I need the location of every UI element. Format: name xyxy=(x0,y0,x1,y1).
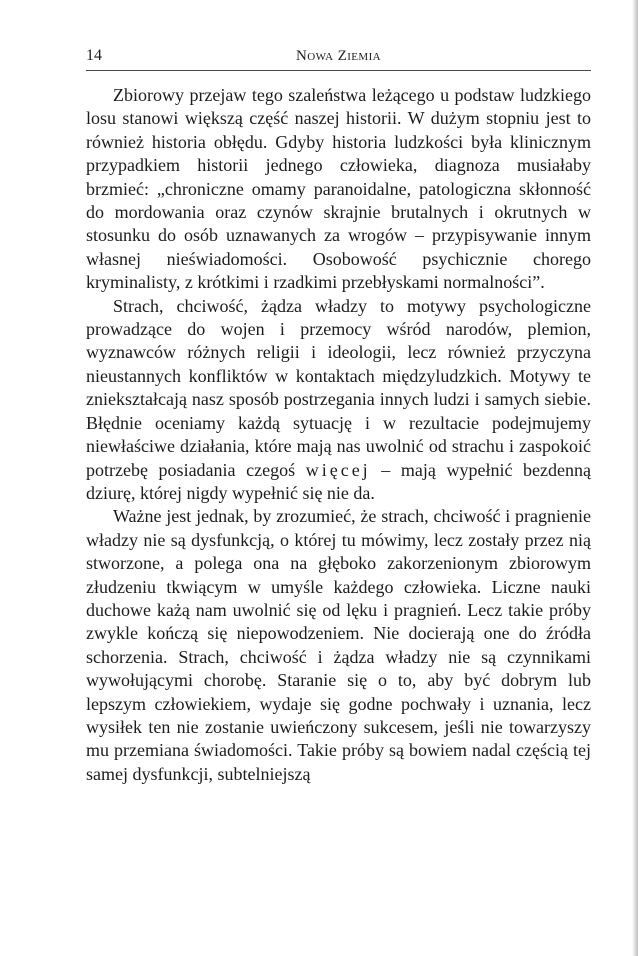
emphasized-word: więcej xyxy=(305,459,371,480)
paragraph-2-text-before: Strach, chciwość, żądza władzy to motywy psychologiczne prowadzące do wojen i przemocy wśród narodów, plemion, wyznawców różnych religii i ideologii, lecz również przyczyna nieustannych konfliktów w kontaktach międzyludzkich. Motywy te zniekształcają nasz sposób postrzegania innych ludzi i samych siebie. Błędnie oceniamy każdą sytuację i w rezultacie podejmujemy niewłaściwe działania, które mają nas uwolnić od strachu i zaspokoić potrzebę posiadania czegoś xyxy=(86,295,591,480)
page-number: 14 xyxy=(86,47,102,64)
paragraph-3 xyxy=(86,505,591,786)
paragraph-2-text-after: – mają wypełnić bezdenną dziurę, której nigdy wypełnić się nie da. xyxy=(86,459,591,503)
paragraph-1 xyxy=(86,84,591,295)
page-edge-shadow xyxy=(632,0,638,956)
header-rule xyxy=(86,70,591,71)
running-head: Nowa Ziemia xyxy=(296,48,381,64)
body-text xyxy=(86,84,591,786)
paragraph-3-text: Ważne jest jednak, by zrozumieć, że strach, chciwość i pragnienie władzy nie są dysfunkcją, o której tu mówimy, lecz zostały przez nią stworzone, a polega ona na głęboko zakorzenionym zbiorowym złudzeniu tkwiącym w umyśle każdego człowieka. Liczne nauki duchowe każą nam uwolnić się od lęku i pragnień. Lecz takie próby zwykle kończą się niepowodzeniem. Nie docierają one do źródła schorzenia. Strach, chciwość i żądza władzy nie są czynnikami wywołującymi chorobę. Staranie się o to, aby być dobrym lub lepszym człowiekiem, wydaje się godne pochwały i uznania, lecz wysiłek ten nie zostanie uwieńczony sukcesem, jeśli nie towarzyszy mu przemiana świadomości. Takie próby są bowiem nadal częścią tej samej dysfunkcji, subtelniejszą xyxy=(86,506,591,784)
paragraph-1-text: Zbiorowy przejaw tego szaleństwa leżącego u podstaw ludzkiego losu stanowi większą część naszej historii. W dużym stopniu jest to również historia obłędu. Gdyby historia ludzkości była klinicznym przypadkiem historii jednego człowieka, diagnoza musiałaby brzmieć: „chroniczne omamy paranoidalne, patologiczna skłonność do mordowania oraz czynów skrajnie brutalnych i okrutnych w stosunku do osób uznawanych za wrogów – przypisywanie innym własnej nieświadomości. Osobowość psychicznie chorego kryminalisty, z krótkimi i rzadkimi przebłyskami normalności”. xyxy=(86,85,591,293)
paragraph-2 xyxy=(86,295,591,506)
page-header xyxy=(86,46,591,68)
